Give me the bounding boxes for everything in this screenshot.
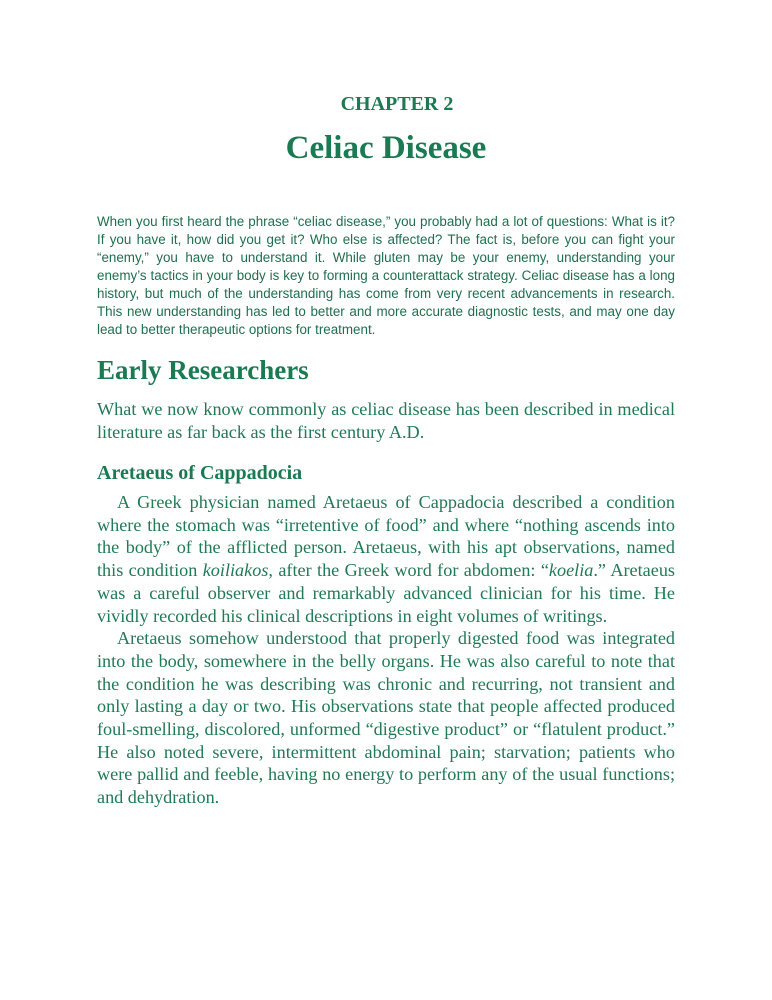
chapter-title: Celiac Disease [285, 130, 487, 166]
body-text [97, 491, 675, 809]
body-paragraph-1-italic-word: koelia [548, 560, 594, 581]
intro-paragraph: When you first heard the phrase “celiac disease,” you probably had a lot of questions: What is it? If you have it, how did you get it? Who else is affected? The fact is, before you can fight your “enemy,” you have to understand it. While gluten may be your enemy, understanding your enemy’s tactics in your body is key to forming a counterattack strategy. Celiac disease has a long history, but much of the understanding has come from very recent advancements in research. This new understanding has led to better and more accurate diagnostic tests, and may one day lead to better therapeutic options for treatment. [97, 214, 675, 337]
body-paragraph-1-italic-term: koiliakos, [202, 560, 273, 581]
body-paragraph-1-part-a: A Greek physician named Aretaeus of Cappadocia described a condition where the stomach was “irretentive of food” and where “nothing ascends into the body” of the afflicted person. Aretaeus, with his apt observations, named this condition [97, 492, 675, 581]
subsection-heading: Aretaeus of Cappadocia [97, 462, 303, 484]
section-lead-paragraph: What we now know commonly as celiac disease has been described in medical literature as far back as the first century A.D. [97, 399, 675, 442]
body-paragraph-1-part-c: .” Aretaeus was a careful observer and remarkably advanced clinician for his time. He vividly recorded his clinical descriptions in eight volumes of writings. [97, 560, 675, 626]
body-paragraph-1 [97, 491, 675, 627]
chapter-label: CHAPTER 2 [340, 93, 454, 115]
section-heading: Early Researchers [97, 355, 309, 385]
body-paragraph-1-part-b: after the Greek word for abdomen: “ [272, 560, 549, 581]
body-paragraph-2: Aretaeus somehow understood that properly digested food was integrated into the body, somewhere in the belly organs. He was also careful to note that the condition he was describing was chronic and recurring, not transient and only lasting a day or two. His observations state that people affected produced foul-smelling, discolored, unformed “digestive product” or “flatulent product.” He also noted severe, intermittent abdominal pain; starvation; patients who were pallid and feeble, having no energy to perform any of the usual functions; and dehydration. [97, 628, 675, 808]
